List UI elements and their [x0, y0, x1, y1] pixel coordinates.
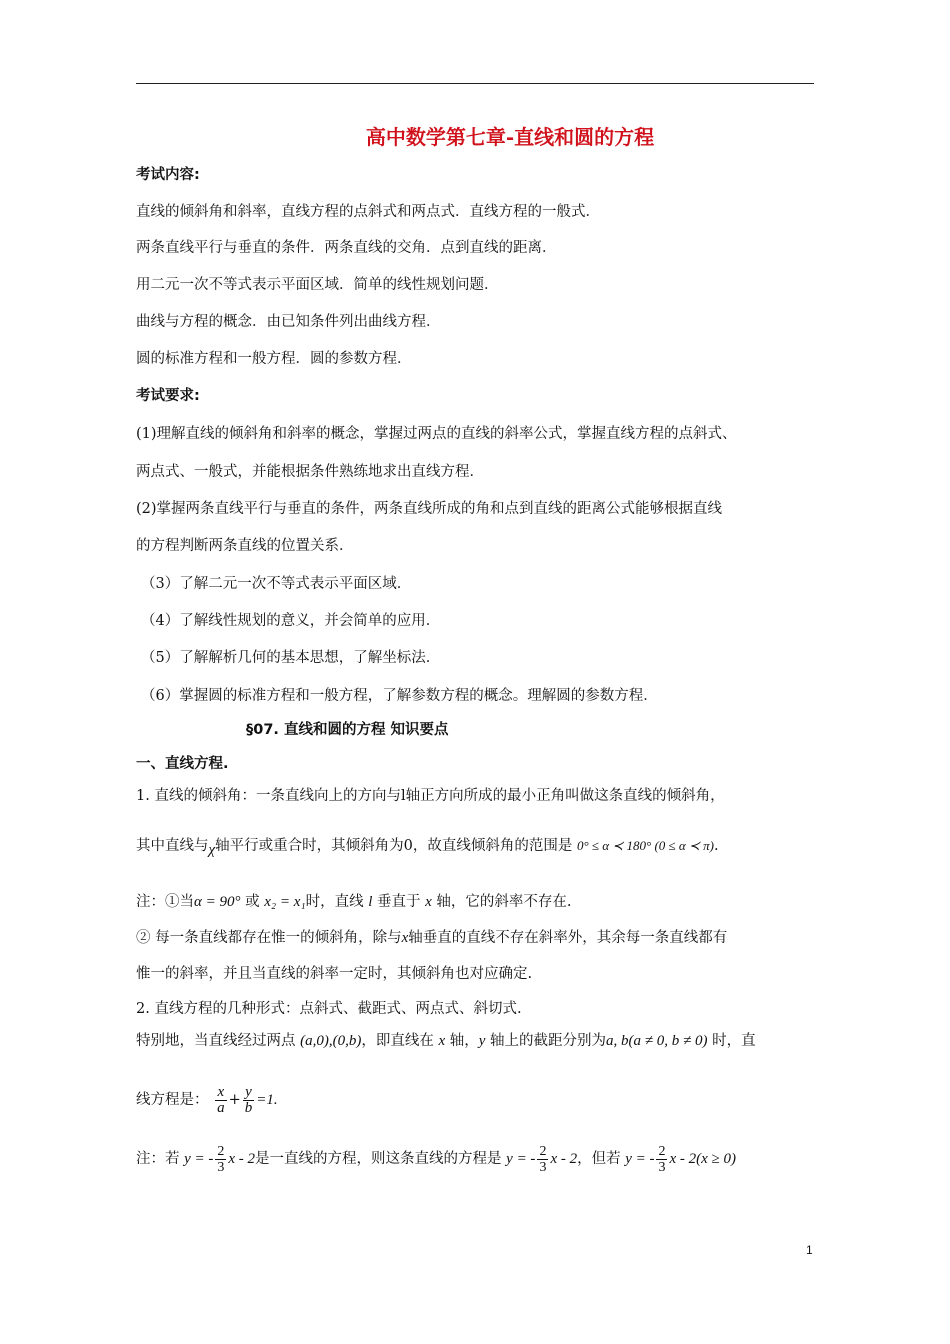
math-lhs: y = - [506, 1151, 536, 1167]
text-segment: ，但若 [577, 1151, 621, 1167]
text-segment: 其中直线与 [136, 838, 209, 854]
text-segment: ② 每一条直线都存在惟一的倾斜角，除与 [136, 930, 402, 946]
incline-angle-range-line: 其中直线与χ轴平行或重合时，其倾斜角为0，故直线倾斜角的范围是 0° ≤ α ≺ 180° (0 ≤ α ≺ π). [136, 838, 719, 858]
math-lhs: y = - [625, 1151, 655, 1167]
note-2-line-2: 惟一的斜率，并且当直线的斜率一定时，其倾斜角也对应确定. [136, 966, 533, 982]
math-x2-eq-x1: x₂ = x₁ [264, 894, 306, 910]
exam-content-item: 用二元一次不等式表示平面区域．简单的线性规划问题． [136, 277, 499, 293]
math-var-x: x [438, 1033, 446, 1049]
fraction-two-thirds [537, 1144, 548, 1175]
math-var-chi: χ [208, 842, 216, 858]
text-segment: 垂直于 [376, 894, 421, 910]
requirement-2-line-1: (2)掌握两条直线平行与垂直的条件，两条直线所成的角和点到直线的距离公式能够根据直线 [136, 501, 723, 517]
text-segment: 特别地，当直线经过两点 [136, 1033, 296, 1049]
math-condition: a, b(a ≠ 0, b ≠ 0) [606, 1033, 708, 1049]
numerator: 2 [658, 1143, 666, 1159]
fraction-y-over-b [243, 1085, 255, 1116]
text-segment: 轴， [449, 1033, 479, 1049]
math-lhs: y = - [184, 1151, 214, 1167]
math-alpha-eq: α = 90° [194, 894, 241, 910]
text-segment: 线方程是： [136, 1092, 209, 1108]
math-rhs: x - 2 [228, 1151, 256, 1167]
fraction-x-over-a [215, 1085, 227, 1116]
requirement-1-line-1: (1)理解直线的倾斜角和斜率的概念，掌握过两点的直线的斜率公式，掌握直线方程的点斜式、 [136, 426, 737, 442]
section-title: §07. 直线和圆的方程 知识要点 [246, 722, 449, 738]
math-points: (a,0),(0,b) [300, 1033, 362, 1049]
requirement-5: （5）了解解析几何的基本思想，了解坐标法． [141, 650, 441, 666]
intercept-equation: 线方程是： $\frac{x}{a}$ + $\frac{y}{b}$ =1. [136, 1083, 278, 1116]
fraction-two-thirds [656, 1144, 667, 1175]
exam-content-heading: 考试内容: [136, 167, 200, 183]
requirement-1-line-2: 两点式、一般式，并能根据条件熟练地求出直线方程． [136, 464, 484, 480]
math-var-x: x [425, 894, 432, 910]
exam-requirements-heading: 考试要求: [136, 388, 200, 404]
math-rhs: x - 2(x ≥ 0) [669, 1151, 737, 1167]
requirement-6: （6）掌握圆的标准方程和一般方程，了解参数方程的概念。理解圆的参数方程． [141, 688, 658, 704]
text-segment: 注：①当 [136, 894, 194, 910]
requirement-3: （3）了解二元一次不等式表示平面区域． [141, 576, 412, 592]
text-segment: 轴平行或重合时，其倾斜角为0，故直线倾斜角的范围是 [215, 838, 573, 854]
numerator: x [215, 1085, 227, 1101]
numerator: 2 [217, 1143, 225, 1159]
denominator: 3 [217, 1159, 225, 1175]
text-segment: 时，直线 [305, 894, 364, 910]
math-rhs: x - 2 [550, 1151, 578, 1167]
math-var-l: l [368, 894, 373, 910]
page-number: 1 [806, 1243, 813, 1257]
denominator: a [217, 1099, 225, 1116]
header-rule [136, 83, 814, 84]
requirement-4: （4）了解线性规划的意义，并会简单的应用． [141, 613, 441, 629]
text-segment: 轴，它的斜率不存在. [436, 894, 572, 910]
exam-content-item: 圆的标准方程和一般方程．圆的参数方程． [136, 351, 412, 367]
math-var-y: y [478, 1033, 486, 1049]
numerator: 2 [539, 1143, 547, 1159]
text-segment: 时，直 [712, 1033, 756, 1049]
text-segment: 是一直线的方程，则这条直线的方程是 [255, 1151, 502, 1167]
note-2-line-1 [136, 928, 727, 948]
denominator: b [244, 1099, 253, 1116]
exam-content-item: 两条直线平行与垂直的条件．两条直线的交角．点到直线的距离． [136, 240, 557, 256]
math-range: 0° ≤ α ≺ 180° (0 ≤ α ≺ π) [576, 838, 714, 853]
note-3 [136, 1141, 736, 1177]
denominator: 3 [539, 1159, 547, 1175]
denominator: 3 [658, 1159, 666, 1175]
text-segment: 轴上的截距分别为 [490, 1033, 607, 1049]
line-equation-forms: 2. 直线方程的几种形式：点斜式、截距式、两点式、斜切式. [136, 1001, 522, 1017]
exam-content-item: 曲线与方程的概念．由已知条件列出曲线方程． [136, 314, 441, 330]
exam-content-item: 直线的倾斜角和斜率，直线方程的点斜式和两点式．直线方程的一般式． [136, 204, 600, 220]
page-title: 高中数学第七章-直线和圆的方程 [365, 125, 655, 149]
math-var-x: x [401, 930, 409, 946]
equation-rhs: =1. [256, 1092, 278, 1108]
text-segment: 或 [245, 894, 260, 910]
intercept-special-case [136, 1031, 756, 1051]
note-1 [136, 892, 571, 912]
text-segment: ，即直线在 [361, 1033, 434, 1049]
text-segment: 注：若 [136, 1151, 180, 1167]
text-segment: 轴垂直的直线不存在斜率外，其余每一条直线都有 [408, 930, 728, 946]
part1-heading: 一、直线方程. [136, 756, 229, 772]
numerator: y [243, 1085, 255, 1101]
requirement-2-line-2: 的方程判断两条直线的位置关系． [136, 538, 354, 554]
fraction-two-thirds [215, 1144, 226, 1175]
incline-angle-definition: 1. 直线的倾斜角：一条直线向上的方向与l轴正方向所成的最小正角叫做这条直线的倾斜角， [136, 788, 725, 804]
